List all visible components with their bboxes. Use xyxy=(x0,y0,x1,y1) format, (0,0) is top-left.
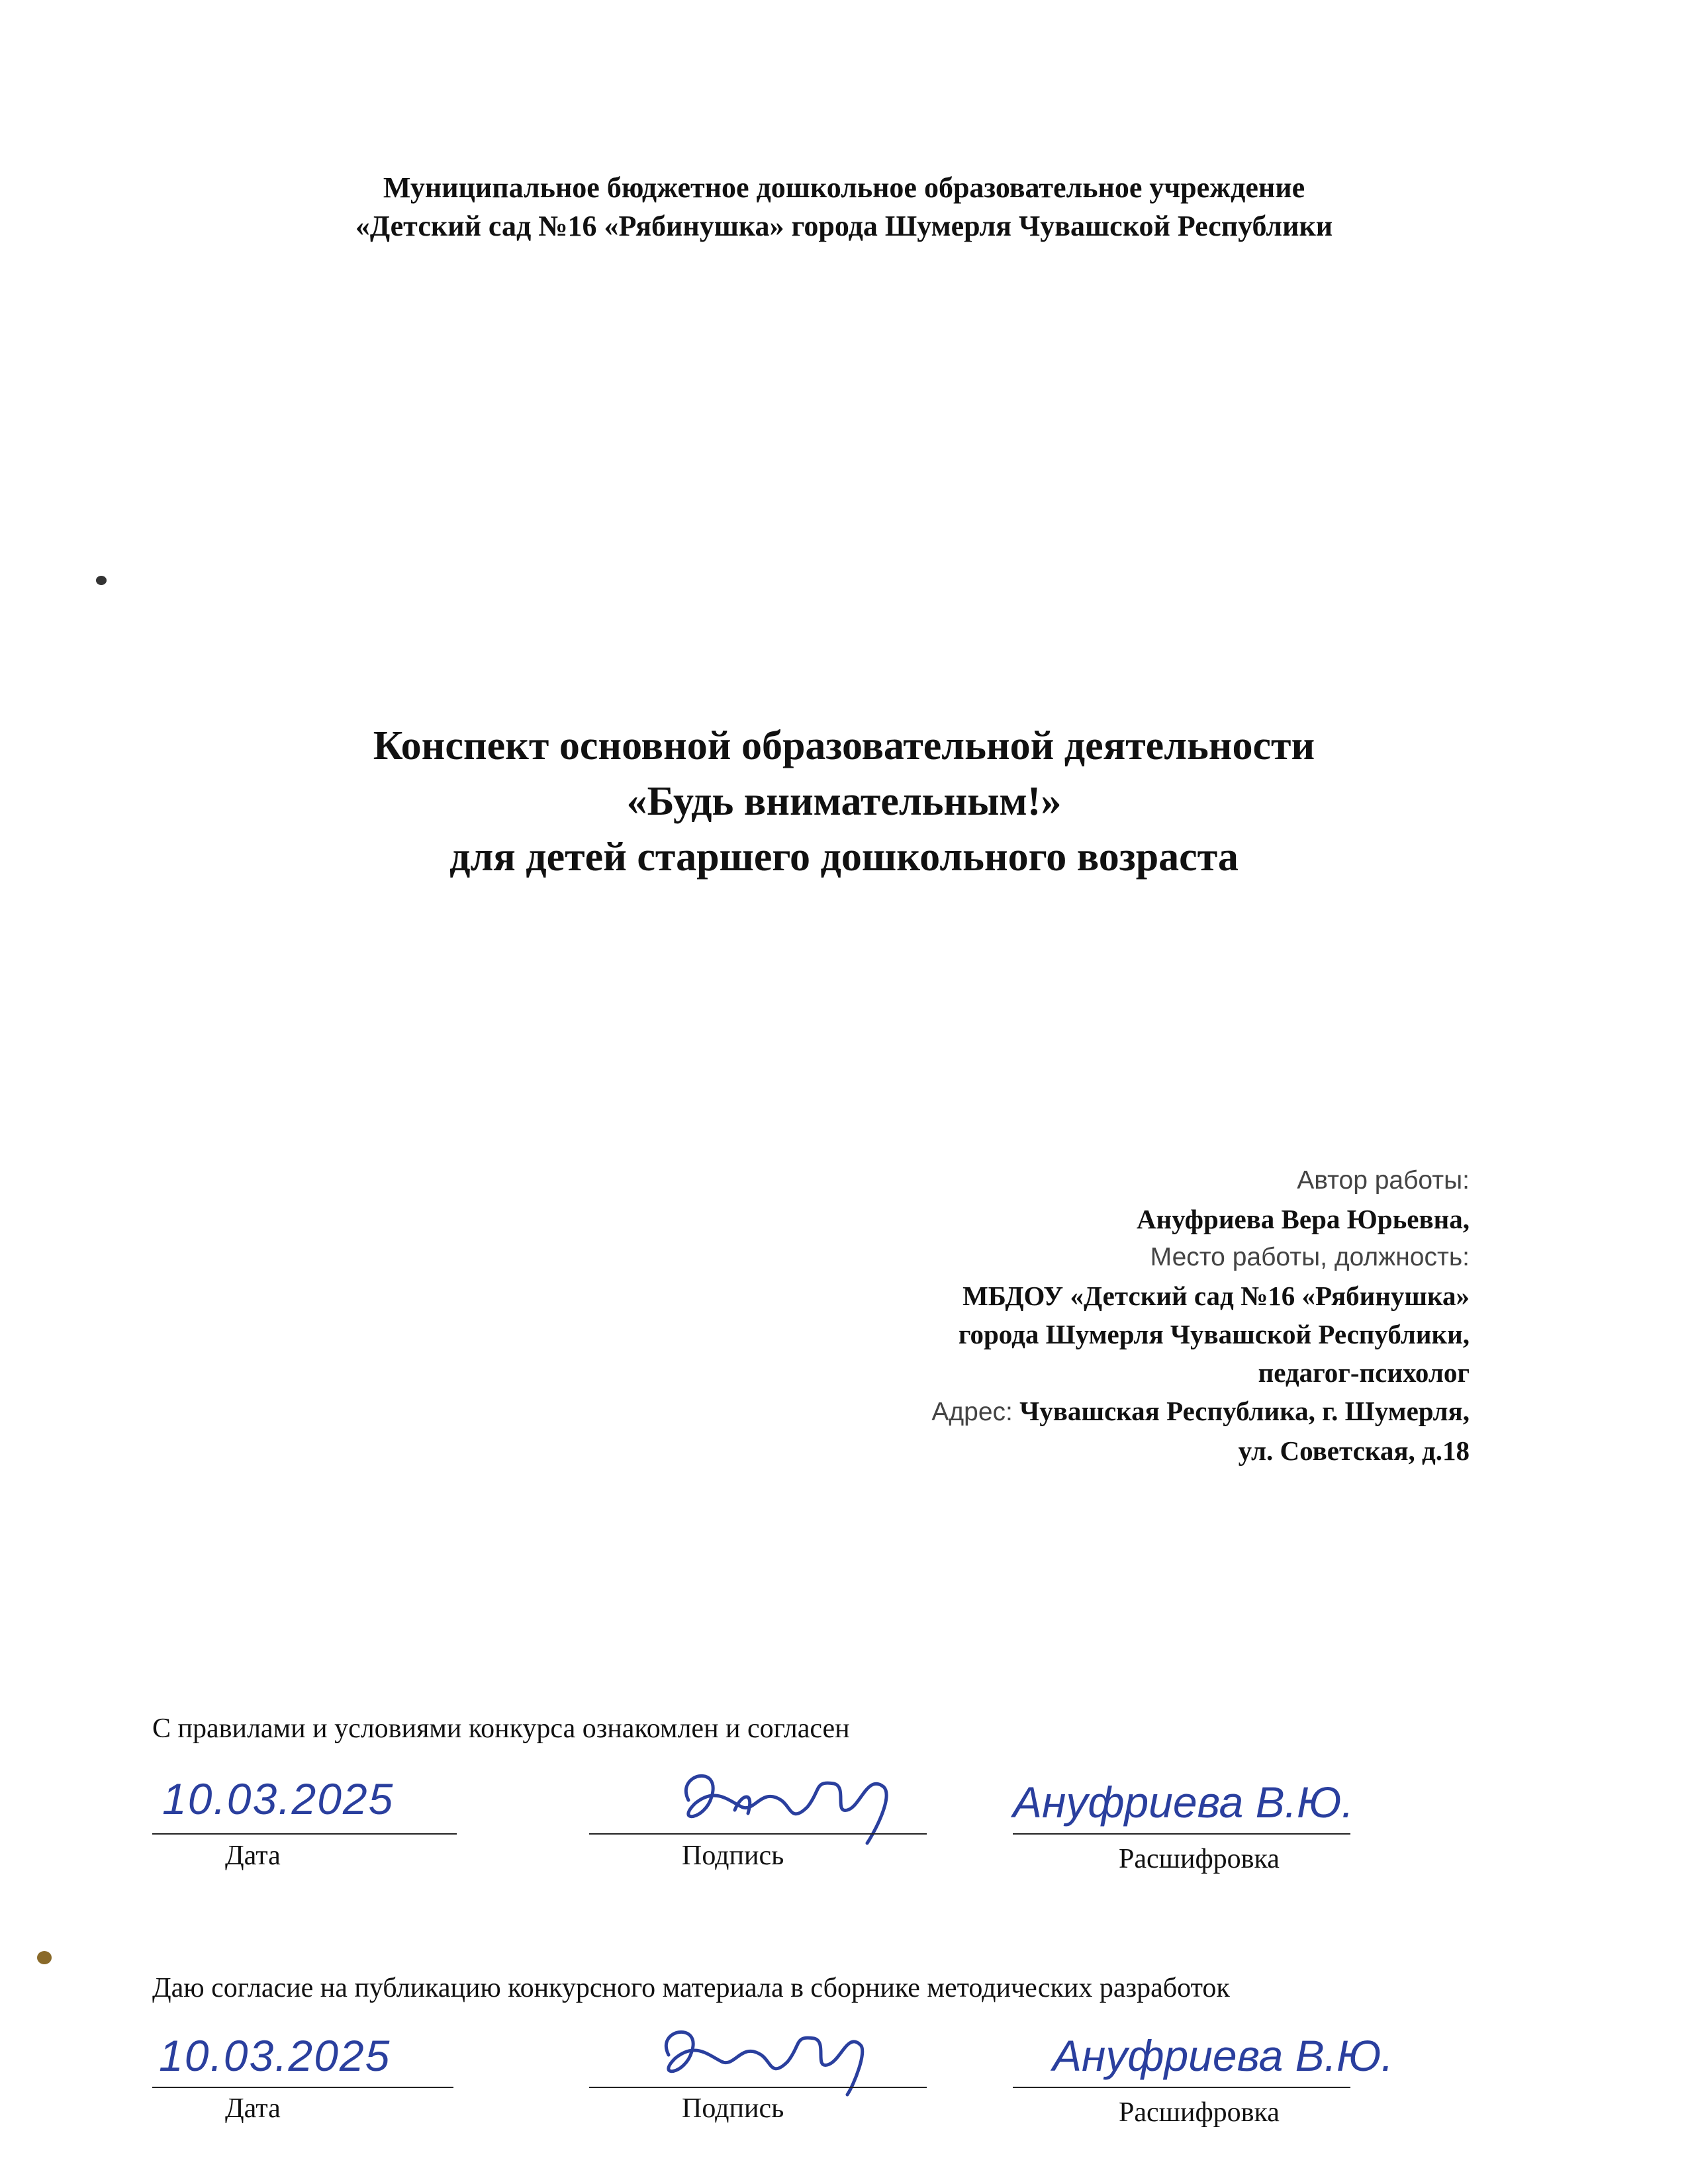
decode-caption-2: Расшифровка xyxy=(1119,2097,1280,2128)
author-block xyxy=(543,1161,1470,1470)
date-line-2 xyxy=(152,2087,453,2088)
date-caption-1: Дата xyxy=(225,1841,281,1871)
author-name: Ануфриева Вера Юрьевна, xyxy=(1136,1204,1470,1234)
consent-rules-text: С правилами и условиями конкурса ознакомлен и согласен xyxy=(152,1713,850,1744)
decode-line-1 xyxy=(1013,1833,1350,1835)
workplace-label: Место работы, должность: xyxy=(1150,1243,1470,1271)
signature-caption-2: Подпись xyxy=(682,2093,784,2124)
decode-handwritten-2: Ануфриева В.Ю. xyxy=(1053,2031,1393,2080)
author-position: педагог-психолог xyxy=(1258,1357,1470,1388)
address-row xyxy=(543,1392,1470,1432)
signature-line-2 xyxy=(589,2087,927,2088)
signature-caption-1: Подпись xyxy=(682,1841,784,1871)
date-handwritten-1: 10.03.2025 xyxy=(162,1774,395,1823)
consent-publication-text: Даю согласие на публикацию конкурсного материала в сборнике методических разработок xyxy=(152,1973,1230,2003)
decode-handwritten-1: Ануфриева В.Ю. xyxy=(1013,1778,1354,1827)
decode-line-2 xyxy=(1013,2087,1350,2088)
institution-line-1: Муниципальное бюджетное дошкольное образовательное учреждение xyxy=(383,171,1305,204)
title-line-3: для детей старшего дошкольного возраста xyxy=(449,835,1239,880)
scan-speck xyxy=(96,576,107,585)
address-line-1: Чувашская Республика, г. Шумерля, xyxy=(1019,1396,1470,1426)
title-line-1: Конспект основной образовательной деятельности xyxy=(373,723,1315,768)
author-label: Автор работы: xyxy=(1297,1166,1470,1195)
title-line-2: «Будь внимательным!» xyxy=(626,779,1062,824)
scan-speck xyxy=(37,1951,52,1964)
org-line-2: города Шумерля Чувашской Республики, xyxy=(958,1319,1470,1349)
date-handwritten-2: 10.03.2025 xyxy=(159,2031,391,2080)
org-line-1: МБДОУ «Детский сад №16 «Рябинушка» xyxy=(962,1281,1470,1311)
address-label: Адрес: xyxy=(931,1398,1013,1426)
institution-line-2: «Детский сад №16 «Рябинушка» города Шумерля Чувашской Республики xyxy=(355,210,1333,242)
date-caption-2: Дата xyxy=(225,2093,281,2124)
institution-header xyxy=(0,169,1688,246)
decode-caption-1: Расшифровка xyxy=(1119,1844,1280,1874)
signature-2 xyxy=(635,2019,874,2098)
date-line-1 xyxy=(152,1833,457,1835)
document-title xyxy=(0,718,1688,885)
signature-line-1 xyxy=(589,1833,927,1835)
address-line-2: ул. Советская, д.18 xyxy=(1238,1435,1470,1466)
